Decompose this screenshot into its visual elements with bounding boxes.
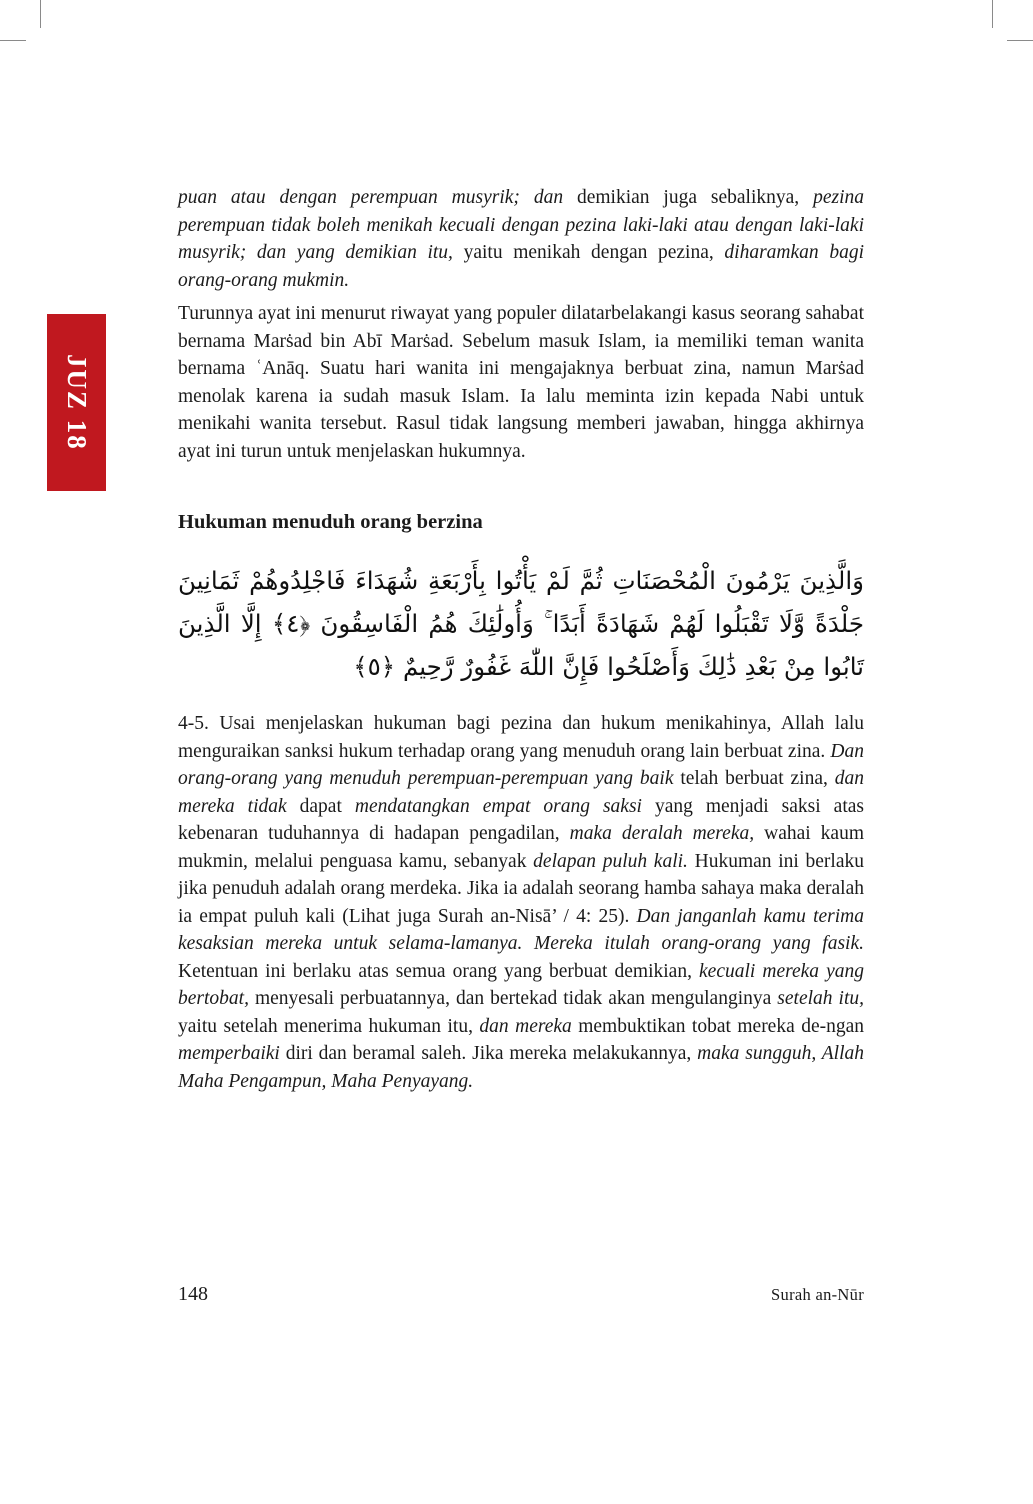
translation-text: setelah itu, bbox=[777, 988, 864, 1009]
crop-mark-top-right-horizontal bbox=[1007, 40, 1033, 41]
translation-text: kecuali mereka yang bertobat, bbox=[178, 960, 864, 1009]
translation-text: Dan janganlah kamu terima kesaksian mereka untuk selama-lamanya. Mereka itulah orang-orang yang fasik. bbox=[178, 905, 864, 954]
commentary-text: menyesali perbuatannya, dan bertekad tidak akan mengulanginya bbox=[254, 988, 778, 1009]
translation-text: Dan orang-orang yang menuduh perempuan-perempuan yang baik bbox=[178, 740, 864, 789]
commentary-text: yaitu menikah dengan pezina, bbox=[463, 242, 725, 263]
commentary-text: Ketentuan ini berlaku atas semua orang yang berbuat demikian, bbox=[178, 960, 700, 982]
translation-text: maka deralah mereka, bbox=[569, 823, 765, 844]
arabic-verse-text: وَالَّذِينَ يَرْمُونَ الْمُحْصَنَاتِ ثُمَّ لَمْ يَأْتُوا بِأَرْبَعَةِ شُهَدَاءَ فَاجْلِدُوهُمْ ثَمَانِينَ جَلْدَةً وَّلَا تَقْبَلُوا لَهُمْ شَهَادَةً أَبَدًا ۚ وَأُولَٰئِكَ هُمُ الْفَاسِقُونَ ﴿٤﴾ إِلَّا الَّذِينَ تَابُوا مِنْ بَعْدِ ذَٰلِكَ وَأَصْلَحُوا فَإِنَّ اللّٰهَ غَفُورٌ رَّحِيمٌ ﴿٥﴾ bbox=[178, 566, 865, 681]
translation-text: dan mereka tidak bbox=[178, 768, 864, 817]
paragraph-revelation-background: Turunnya ayat ini menurut riwayat yang populer dilatarbelakangi kasus seorang sahabat bernama Marṡad bin Abī Marṡad. Sebelum masuk Islam, ia memiliki teman wanita bernama ʿAnāq. Suatu hari wanita ini mengajaknya berbuat zina, namun Marṡad menolak karena ia sudah masuk Islam. Ia lalu meminta izin kepada Nabi untuk menikahi wanita tersebut. Rasul tidak langsung memberi jawaban, hingga akhirnya ayat ini turun untuk menjelaskan hukumnya. bbox=[178, 303, 864, 462]
translation-text: diharamkan bagi orang-orang mukmin. bbox=[178, 242, 864, 291]
page-content bbox=[178, 184, 864, 1101]
commentary-text: wahai kaum mukmin, melalui penguasa kamu, sebanyak bbox=[178, 823, 865, 872]
running-title: Surah an-Nūr bbox=[771, 1285, 864, 1304]
paragraph-translation-continuation bbox=[178, 184, 864, 294]
crop-mark-top-left-horizontal bbox=[0, 40, 26, 41]
translation-text: mendatangkan empat orang saksi bbox=[354, 795, 655, 817]
translation-text: delapan puluh kali. bbox=[533, 850, 695, 872]
section-heading: Hukuman menuduh orang berzina bbox=[178, 511, 483, 533]
paragraph-tafsir-4-5 bbox=[178, 710, 864, 1095]
translation-text: pezina perempuan tidak boleh menikah kecuali dengan pezina laki-laki atau dengan laki-laki musyrik; dan yang demikian itu, bbox=[178, 187, 864, 263]
commentary-text: demikian juga sebaliknya, bbox=[576, 187, 814, 208]
translation-text: dan mereka bbox=[479, 1015, 579, 1037]
translation-text: maka sungguh, Allah Maha Pengampun, Maha Penyayang. bbox=[178, 1043, 864, 1092]
commentary-text: telah berbuat zina, bbox=[680, 768, 835, 789]
juz-label: JUZ 18 bbox=[62, 354, 92, 451]
commentary-text: yaitu setelah menerima hukuman itu, bbox=[178, 1015, 480, 1037]
translation-text: puan atau dengan perempuan musyrik; dan bbox=[178, 187, 577, 208]
juz-tab bbox=[47, 314, 106, 491]
crop-mark-top-right-vertical bbox=[992, 0, 993, 28]
page-footer bbox=[178, 1283, 864, 1306]
commentary-text: diri dan beramal saleh. Jika mereka melakukannya, bbox=[285, 1043, 698, 1064]
commentary-text: yang menjadi saksi atas kebenaran tuduhannya di hadapan pengadilan, bbox=[178, 795, 864, 844]
commentary-text: 4-5. Usai menjelaskan hukuman bagi pezina dan hukum menikahinya, Allah lalu menguraikan sanksi hukum terhadap orang yang menuduh orang lain berbuat zina. bbox=[178, 713, 864, 762]
translation-text: memperbaiki bbox=[178, 1043, 286, 1064]
page-number: 148 bbox=[178, 1283, 208, 1305]
crop-mark-top-left-vertical bbox=[40, 0, 41, 28]
commentary-text: dapat bbox=[299, 795, 355, 817]
commentary-text: membuktikan tobat mereka de-ngan bbox=[578, 1015, 865, 1037]
commentary-text: Hukuman ini berlaku jika penuduh adalah orang merdeka. Jika ia adalah seorang hamba sahaya maka deralah ia empat puluh kali (Lihat juga Surah an-Nisā’ / 4: 25). bbox=[178, 850, 865, 927]
